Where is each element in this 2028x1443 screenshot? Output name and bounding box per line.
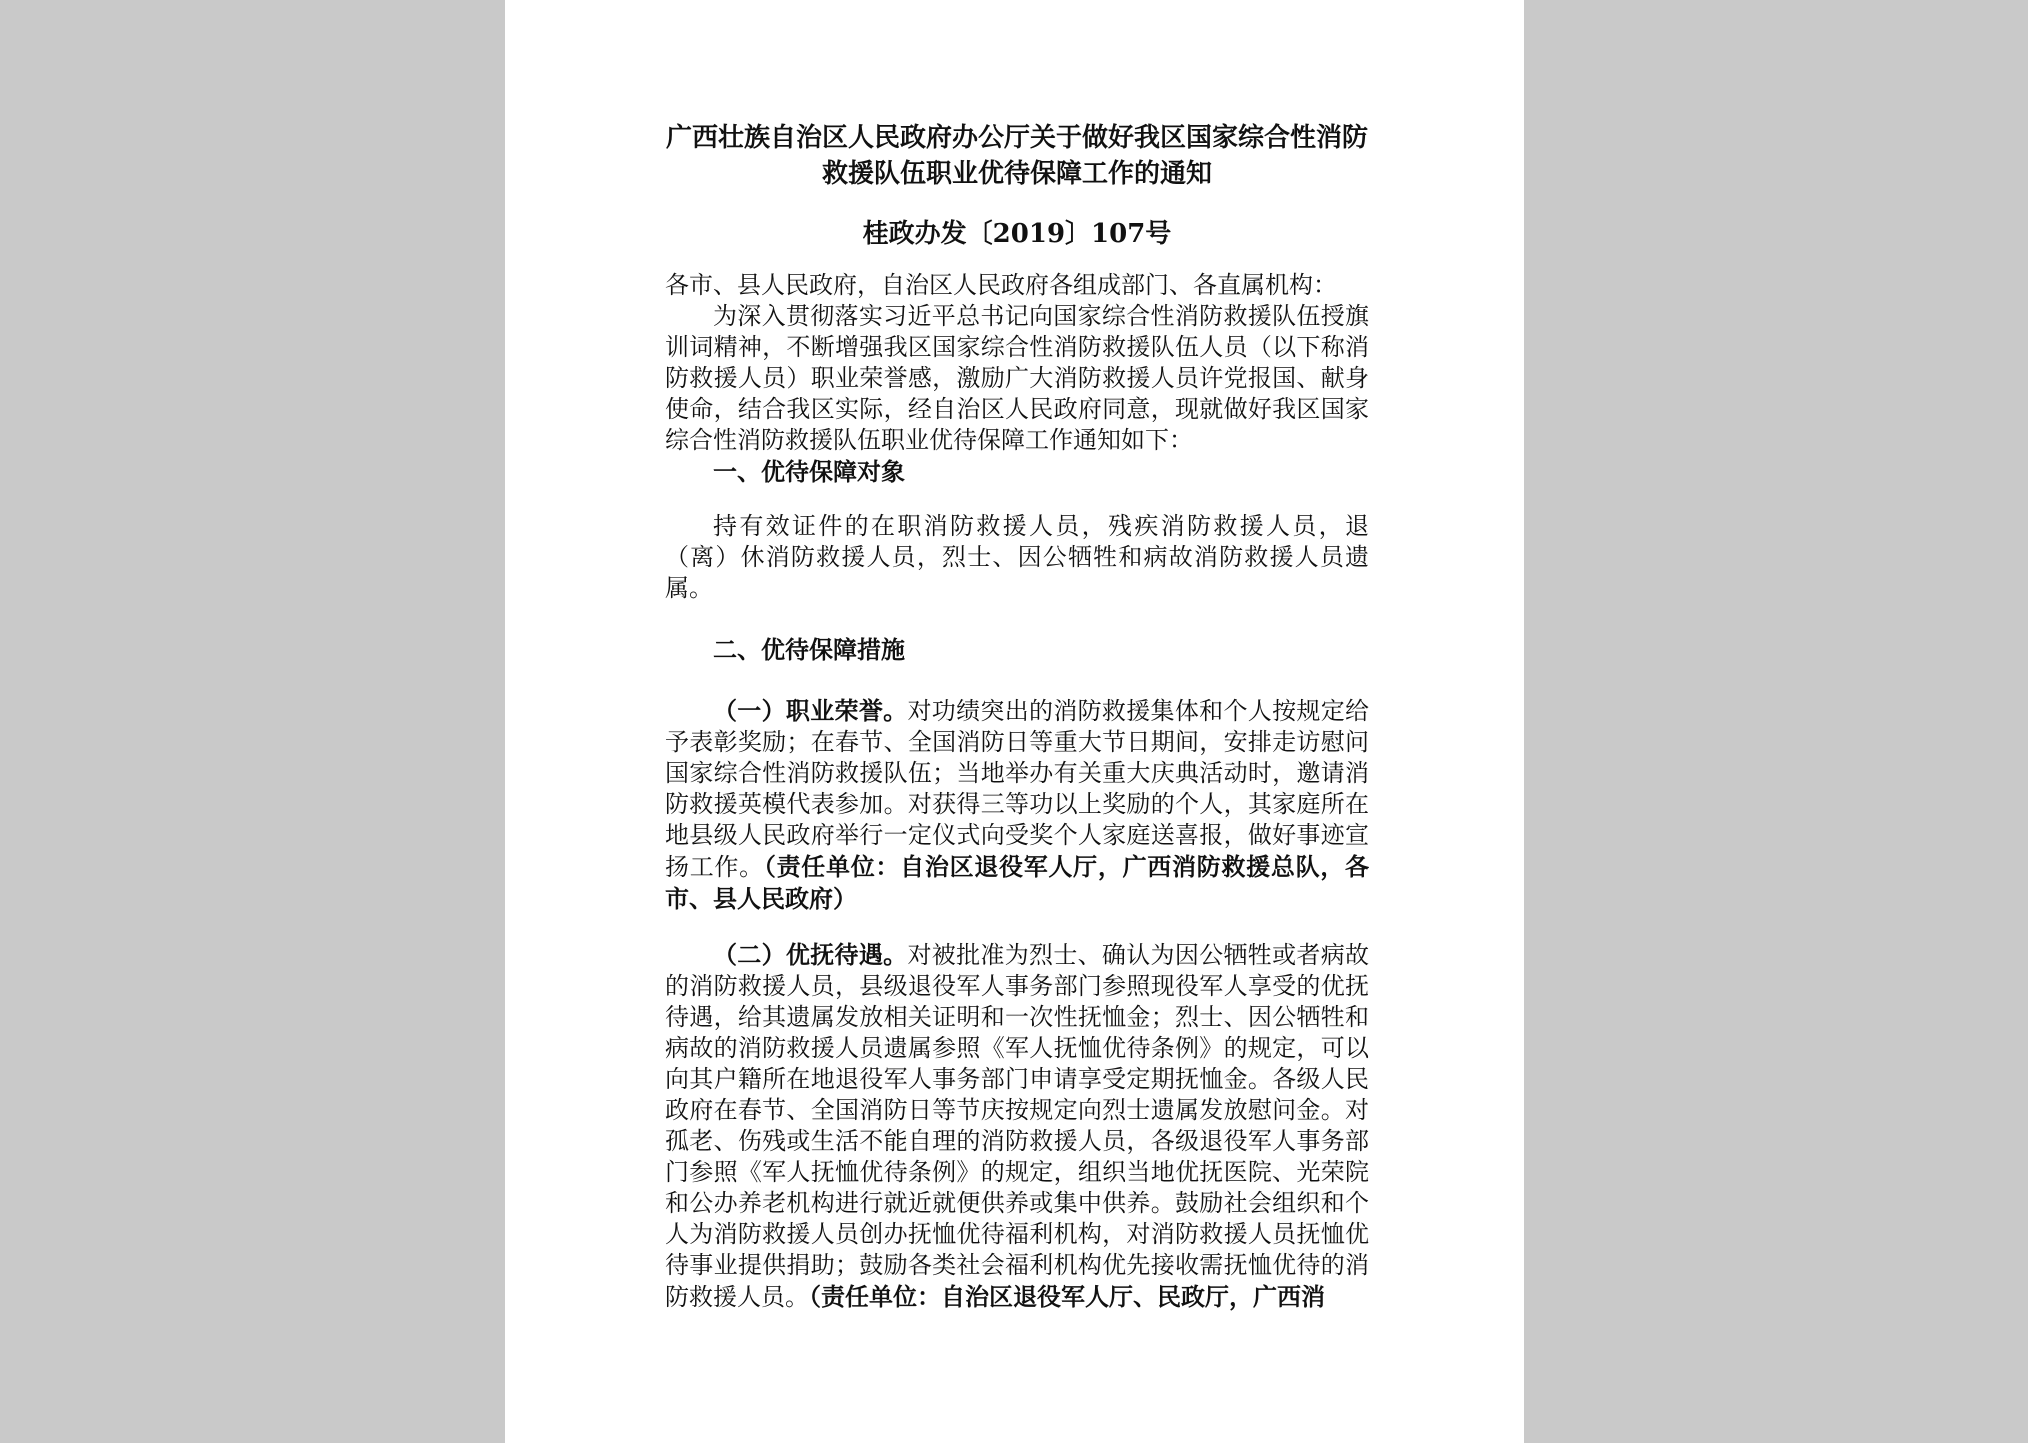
item-1-responsibility: （责任单位：自治区退役军人厅，广西消防救援总队，各市、县人民政府）: [665, 852, 1370, 913]
section-1-paragraph: 持有效证件的在职消防救援人员，残疾消防救援人员，退（离）休消防救援人员，烈士、因公牺牲和病故消防救援人员遗属。: [665, 512, 1369, 602]
item-2-paragraph: [665, 939, 1369, 1313]
document-page: [505, 0, 1524, 1443]
item-1-body: 对功绩突出的消防救援集体和个人按规定给予表彰奖励；在春节、全国消防日等重大节日期间，安排走访慰问国家综合性消防救援队伍；当地举办有关重大庆典活动时，邀请消防救援英模代表参加。对获得三等功以上奖励的个人，其家庭所在地县级人民政府举行一定仪式向受奖个人家庭送喜报，做好事迹宣扬工作。: [665, 697, 1370, 881]
section-2-heading: 二、优待保障措施: [713, 635, 905, 664]
document-title: 广西壮族自治区人民政府办公厅关于做好我区国家综合性消防救援队伍职业优待保障工作的通知: [665, 123, 1368, 189]
intro-paragraph: 为深入贯彻落实习近平总书记向国家综合性消防救援队伍授旗训词精神，不断增强我区国家综合性消防救援队伍人员（以下称消防救援人员）职业荣誉感，激励广大消防救援人员许党报国、献身使命，结合我区实际，经自治区人民政府同意，现就做好我区国家综合性消防救援队伍职业优待保障工作通知如下：: [665, 302, 1369, 454]
item-2-body: 对被批准为烈士、确认为因公牺牲或者病故的消防救援人员，县级退役军人事务部门参照现役军人享受的优抚待遇，给其遗属发放相关证明和一次性抚恤金；烈士、因公牺牲和病故的消防救援人员遗属参照《军人抚恤优待条例》的规定，可以向其户籍所在地退役军人事务部门申请享受定期抚恤金。各级人民政府在春节、全国消防日等节庆按规定向烈士遗属发放慰问金。对孤老、伤残或生活不能自理的消防救援人员，各级退役军人事务部门参照《军人抚恤优待条例》的规定，组织当地优抚医院、光荣院和公办养老机构进行就近就便供养或集中供养。鼓励社会组织和个人为消防救援人员创办抚恤优待福利机构，对消防救援人员抚恤优待事业提供捐助；鼓励各类社会福利机构优先接收需抚恤优待的消防救援人员。: [665, 941, 1370, 1311]
item-2-responsibility: （责任单位：自治区退役军人厅、民政厅，广西消: [809, 1282, 1325, 1311]
section-1-heading: 一、优待保障对象: [713, 457, 905, 486]
item-1-paragraph: [665, 695, 1369, 915]
document-number: 桂政办发〔2019〕107号: [862, 219, 1172, 249]
item-2-heading: （二）优抚待遇。: [713, 940, 908, 969]
salutation: 各市、县人民政府，自治区人民政府各组成部门、各直属机构：: [665, 271, 1337, 299]
document-content: [665, 120, 1369, 1313]
item-1-heading: （一）职业荣誉。: [713, 696, 908, 725]
